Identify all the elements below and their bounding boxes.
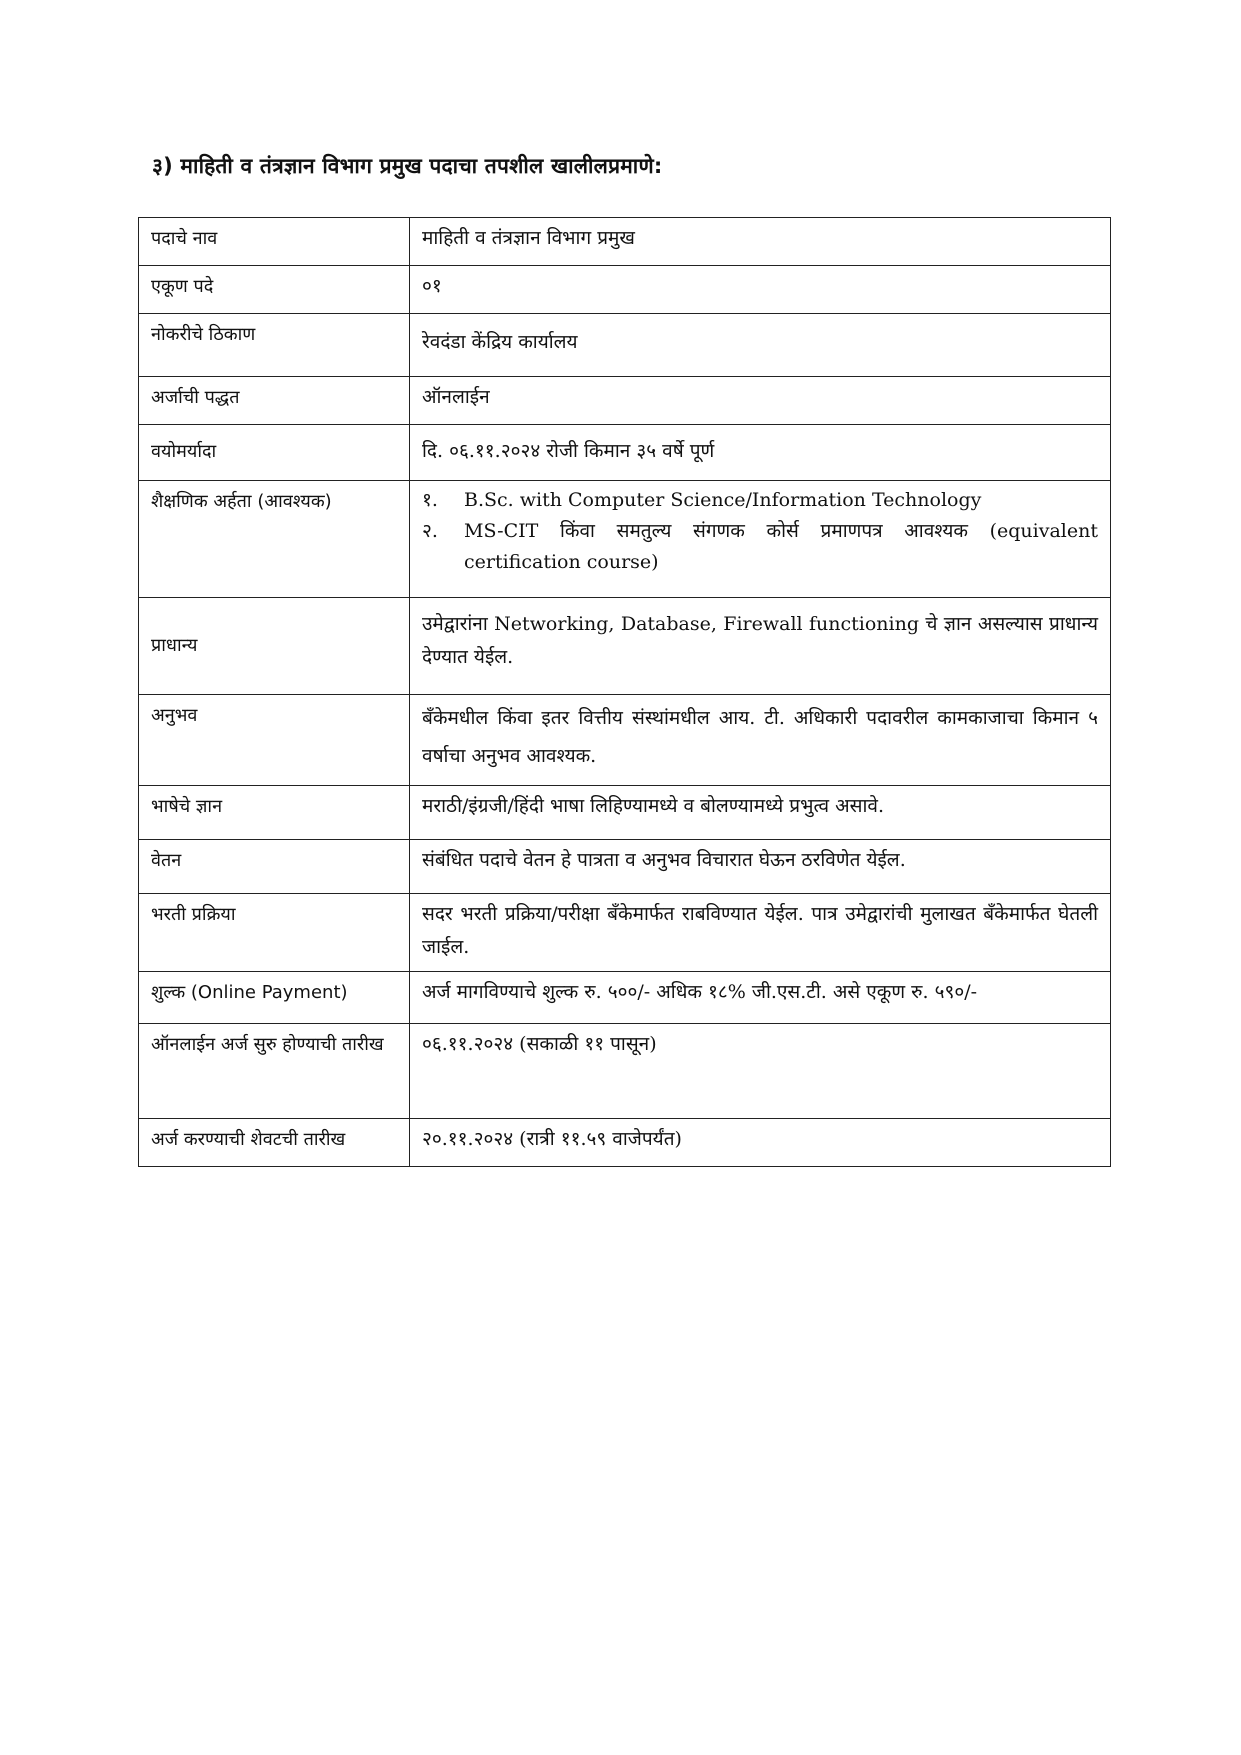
row-label-preference: प्राधान्य [139,598,410,695]
table-row [139,425,1111,481]
row-label-age-limit [139,425,410,481]
table-row [139,598,1111,695]
row-value-job-location [410,314,1111,377]
qualification-text: MS-CIT किंवा समतुल्य संगणक कोर्स प्रमाणपत्र आवश्यक (equivalent certification course) [464,520,1098,573]
age-limit-label-text: वयोमर्यादा [151,441,217,462]
age-limit-text: दि. ०६.११.२०२४ रोजी किमान ३५ वर्षे पूर्ण [422,440,715,462]
table-row [139,481,1111,598]
row-value-experience: बँकेमधील किंवा इतर वित्तीय संस्थांमधील आय. टी. अधिकारी पदावरील कामकाजाचा किमान ५ वर्षाचा अनुभव आवश्यक. [410,695,1111,786]
table-row [139,695,1111,786]
row-label-job-location: नोकरीचे ठिकाण [139,314,410,377]
row-label-qualification: शैक्षणिक अर्हता (आवश्यक) [139,481,410,598]
row-label-total-posts: एकूण पदे [139,266,410,314]
row-label-language: भाषेचे ज्ञान [139,786,410,840]
qualification-text: B.Sc. with Computer Science/Information Technology [464,489,982,511]
row-value-total-posts: ०१ [410,266,1111,314]
table-row [139,1024,1111,1119]
row-value-online-start-date: ०६.११.२०२४ (सकाळी ११ पासून) [410,1024,1111,1119]
table-row [139,972,1111,1024]
row-label-post-name: पदाचे नाव [139,218,410,266]
row-value-fee: अर्ज मागविण्याचे शुल्क रु. ५००/- अधिक १८% जी.एस.टी. असे एकूण रु. ५९०/- [410,972,1111,1024]
row-label-experience: अनुभव [139,695,410,786]
table-row [139,314,1111,377]
table-row [139,377,1111,425]
row-label-last-date: अर्ज करण्याची शेवटची तारीख [139,1119,410,1167]
row-value-preference: उमेद्वारांना Networking, Database, Firewall functioning चे ज्ञान असल्यास प्राधान्य देण्यात येईल. [410,598,1111,695]
table-row [139,266,1111,314]
table-row [139,786,1111,840]
table-row [139,894,1111,972]
row-value-language: मराठी/इंग्रजी/हिंदी भाषा लिहिण्यामध्ये व बोलण्यामध्ये प्रभुत्व असावे. [410,786,1111,840]
row-value-last-date: २०.११.२०२४ (रात्री ११.५९ वाजेपर्यंत) [410,1119,1111,1167]
qualification-number: २. [422,520,438,542]
row-label-application-mode: अर्जाची पद्धत [139,377,410,425]
row-value-age-limit [410,425,1111,481]
table-row [139,218,1111,266]
row-value-qualification [410,481,1111,598]
qualification-list [422,485,1098,578]
table-row [139,1119,1111,1167]
row-label-salary: वेतन [139,840,410,894]
row-value-salary: संबंधित पदाचे वेतन हे पात्रता व अनुभव विचारात घेऊन ठरविणेत येईल. [410,840,1111,894]
job-details-table [138,217,1111,1167]
job-location-text: रेवदंडा केंद्रिय कार्यालय [422,331,578,353]
qualification-number: १. [422,489,438,511]
row-value-recruitment-process: सदर भरती प्रक्रिया/परीक्षा बँकेमार्फत राबविण्यात येईल. पात्र उमेद्वारांची मुलाखत बँकेमार्फत घेतली जाईल. [410,894,1111,972]
table-row [139,840,1111,894]
row-label-fee: शुल्क (Online Payment) [139,972,410,1024]
row-value-post-name: माहिती व तंत्रज्ञान विभाग प्रमुख [410,218,1111,266]
row-value-application-mode: ऑनलाईन [410,377,1111,425]
row-label-recruitment-process: भरती प्रक्रिया [139,894,410,972]
list-item [422,516,1098,578]
section-heading: ३) माहिती व तंत्रज्ञान विभाग प्रमुख पदाचा तपशील खालीलप्रमाणे: [152,154,663,178]
list-item [422,485,1098,516]
row-label-online-start-date: ऑनलाईन अर्ज सुरु होण्याची तारीख [139,1024,410,1119]
